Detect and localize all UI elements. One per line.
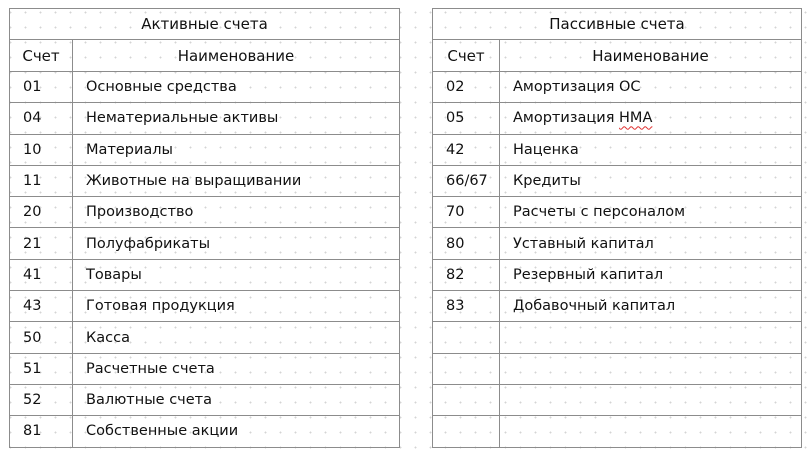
account-code-cell[interactable]: 42	[433, 134, 500, 165]
account-name-cell[interactable]: Собственные акции	[73, 416, 400, 447]
account-code-cell[interactable]: 70	[433, 197, 500, 228]
passive-accounts-title[interactable]: Пассивные счета	[433, 9, 802, 40]
account-code-cell[interactable]: 11	[10, 165, 73, 196]
account-name-cell[interactable]	[500, 384, 802, 415]
account-name-cell[interactable]	[500, 103, 802, 134]
table-row	[433, 103, 802, 134]
account-name-cell[interactable]: Амортизация ОС	[500, 72, 802, 103]
account-code-cell[interactable]: 05	[433, 103, 500, 134]
account-name-cell[interactable]: Валютные счета	[73, 384, 400, 415]
account-code-cell[interactable]: 43	[10, 291, 73, 322]
account-name-cell[interactable]: Производство	[73, 197, 400, 228]
table-row	[10, 259, 400, 290]
table-row	[10, 134, 400, 165]
account-code-cell[interactable]: 83	[433, 291, 500, 322]
table-row	[433, 197, 802, 228]
table-row	[433, 72, 802, 103]
passive-col-code-header[interactable]: Счет	[433, 40, 500, 72]
account-code-cell[interactable]: 81	[10, 416, 73, 447]
passive-col-name-header[interactable]: Наименование	[500, 40, 802, 72]
account-name-cell[interactable]: Касса	[73, 322, 400, 353]
table-row	[10, 416, 400, 447]
account-code-cell[interactable]: 04	[10, 103, 73, 134]
spellcheck-flagged-word[interactable]: НМА	[619, 110, 653, 127]
table-row	[433, 322, 802, 353]
active-col-code-header[interactable]: Счет	[10, 40, 73, 72]
account-code-cell[interactable]	[433, 384, 500, 415]
table-row	[433, 416, 802, 447]
account-code-cell[interactable]: 20	[10, 197, 73, 228]
table-row	[433, 259, 802, 290]
account-code-cell[interactable]	[433, 353, 500, 384]
account-name-cell[interactable]	[500, 416, 802, 447]
account-name-cell[interactable]	[500, 322, 802, 353]
account-name-cell[interactable]: Готовая продукция	[73, 291, 400, 322]
account-code-cell[interactable]: 41	[10, 259, 73, 290]
account-name-cell[interactable]: Расчеты с персоналом	[500, 197, 802, 228]
account-code-cell[interactable]: 82	[433, 259, 500, 290]
account-name-cell[interactable]: Животные на выращивании	[73, 165, 400, 196]
account-name-cell[interactable]: Кредиты	[500, 165, 802, 196]
account-name-cell[interactable]: Добавочный капитал	[500, 291, 802, 322]
table-row	[10, 291, 400, 322]
account-code-cell[interactable]: 51	[10, 353, 73, 384]
table-row	[10, 72, 400, 103]
account-name-cell[interactable]: Основные средства	[73, 72, 400, 103]
account-code-cell[interactable]: 66/67	[433, 165, 500, 196]
account-name-cell[interactable]: Нематериальные активы	[73, 103, 400, 134]
account-code-cell[interactable]: 80	[433, 228, 500, 259]
account-name-cell[interactable]: Полуфабрикаты	[73, 228, 400, 259]
account-name-cell[interactable]: Уставный капитал	[500, 228, 802, 259]
account-code-cell[interactable]	[433, 322, 500, 353]
account-code-cell[interactable]: 02	[433, 72, 500, 103]
account-name-cell[interactable]: Наценка	[500, 134, 802, 165]
account-code-cell[interactable]	[433, 416, 500, 447]
table-row	[10, 103, 400, 134]
active-col-name-header[interactable]: Наименование	[73, 40, 400, 72]
account-code-cell[interactable]: 50	[10, 322, 73, 353]
table-row	[433, 291, 802, 322]
table-row	[10, 353, 400, 384]
table-row	[433, 384, 802, 415]
table-row	[10, 228, 400, 259]
table-row	[433, 165, 802, 196]
active-accounts-title[interactable]: Активные счета	[10, 9, 400, 40]
account-code-cell[interactable]: 10	[10, 134, 73, 165]
account-name-cell[interactable]: Материалы	[73, 134, 400, 165]
table-row	[433, 353, 802, 384]
table-row	[433, 228, 802, 259]
active-accounts-table	[9, 8, 400, 448]
account-code-cell[interactable]: 01	[10, 72, 73, 103]
table-row	[10, 197, 400, 228]
table-row	[10, 165, 400, 196]
account-code-cell[interactable]: 21	[10, 228, 73, 259]
account-name-cell[interactable]: Резервный капитал	[500, 259, 802, 290]
account-name-cell[interactable]: Расчетные счета	[73, 353, 400, 384]
account-name-cell[interactable]: Товары	[73, 259, 400, 290]
account-name-cell[interactable]	[500, 353, 802, 384]
table-row	[433, 134, 802, 165]
table-row	[10, 384, 400, 415]
account-code-cell[interactable]: 52	[10, 384, 73, 415]
passive-accounts-table	[432, 8, 802, 448]
table-row	[10, 322, 400, 353]
account-name-text: Амортизация	[513, 110, 620, 127]
